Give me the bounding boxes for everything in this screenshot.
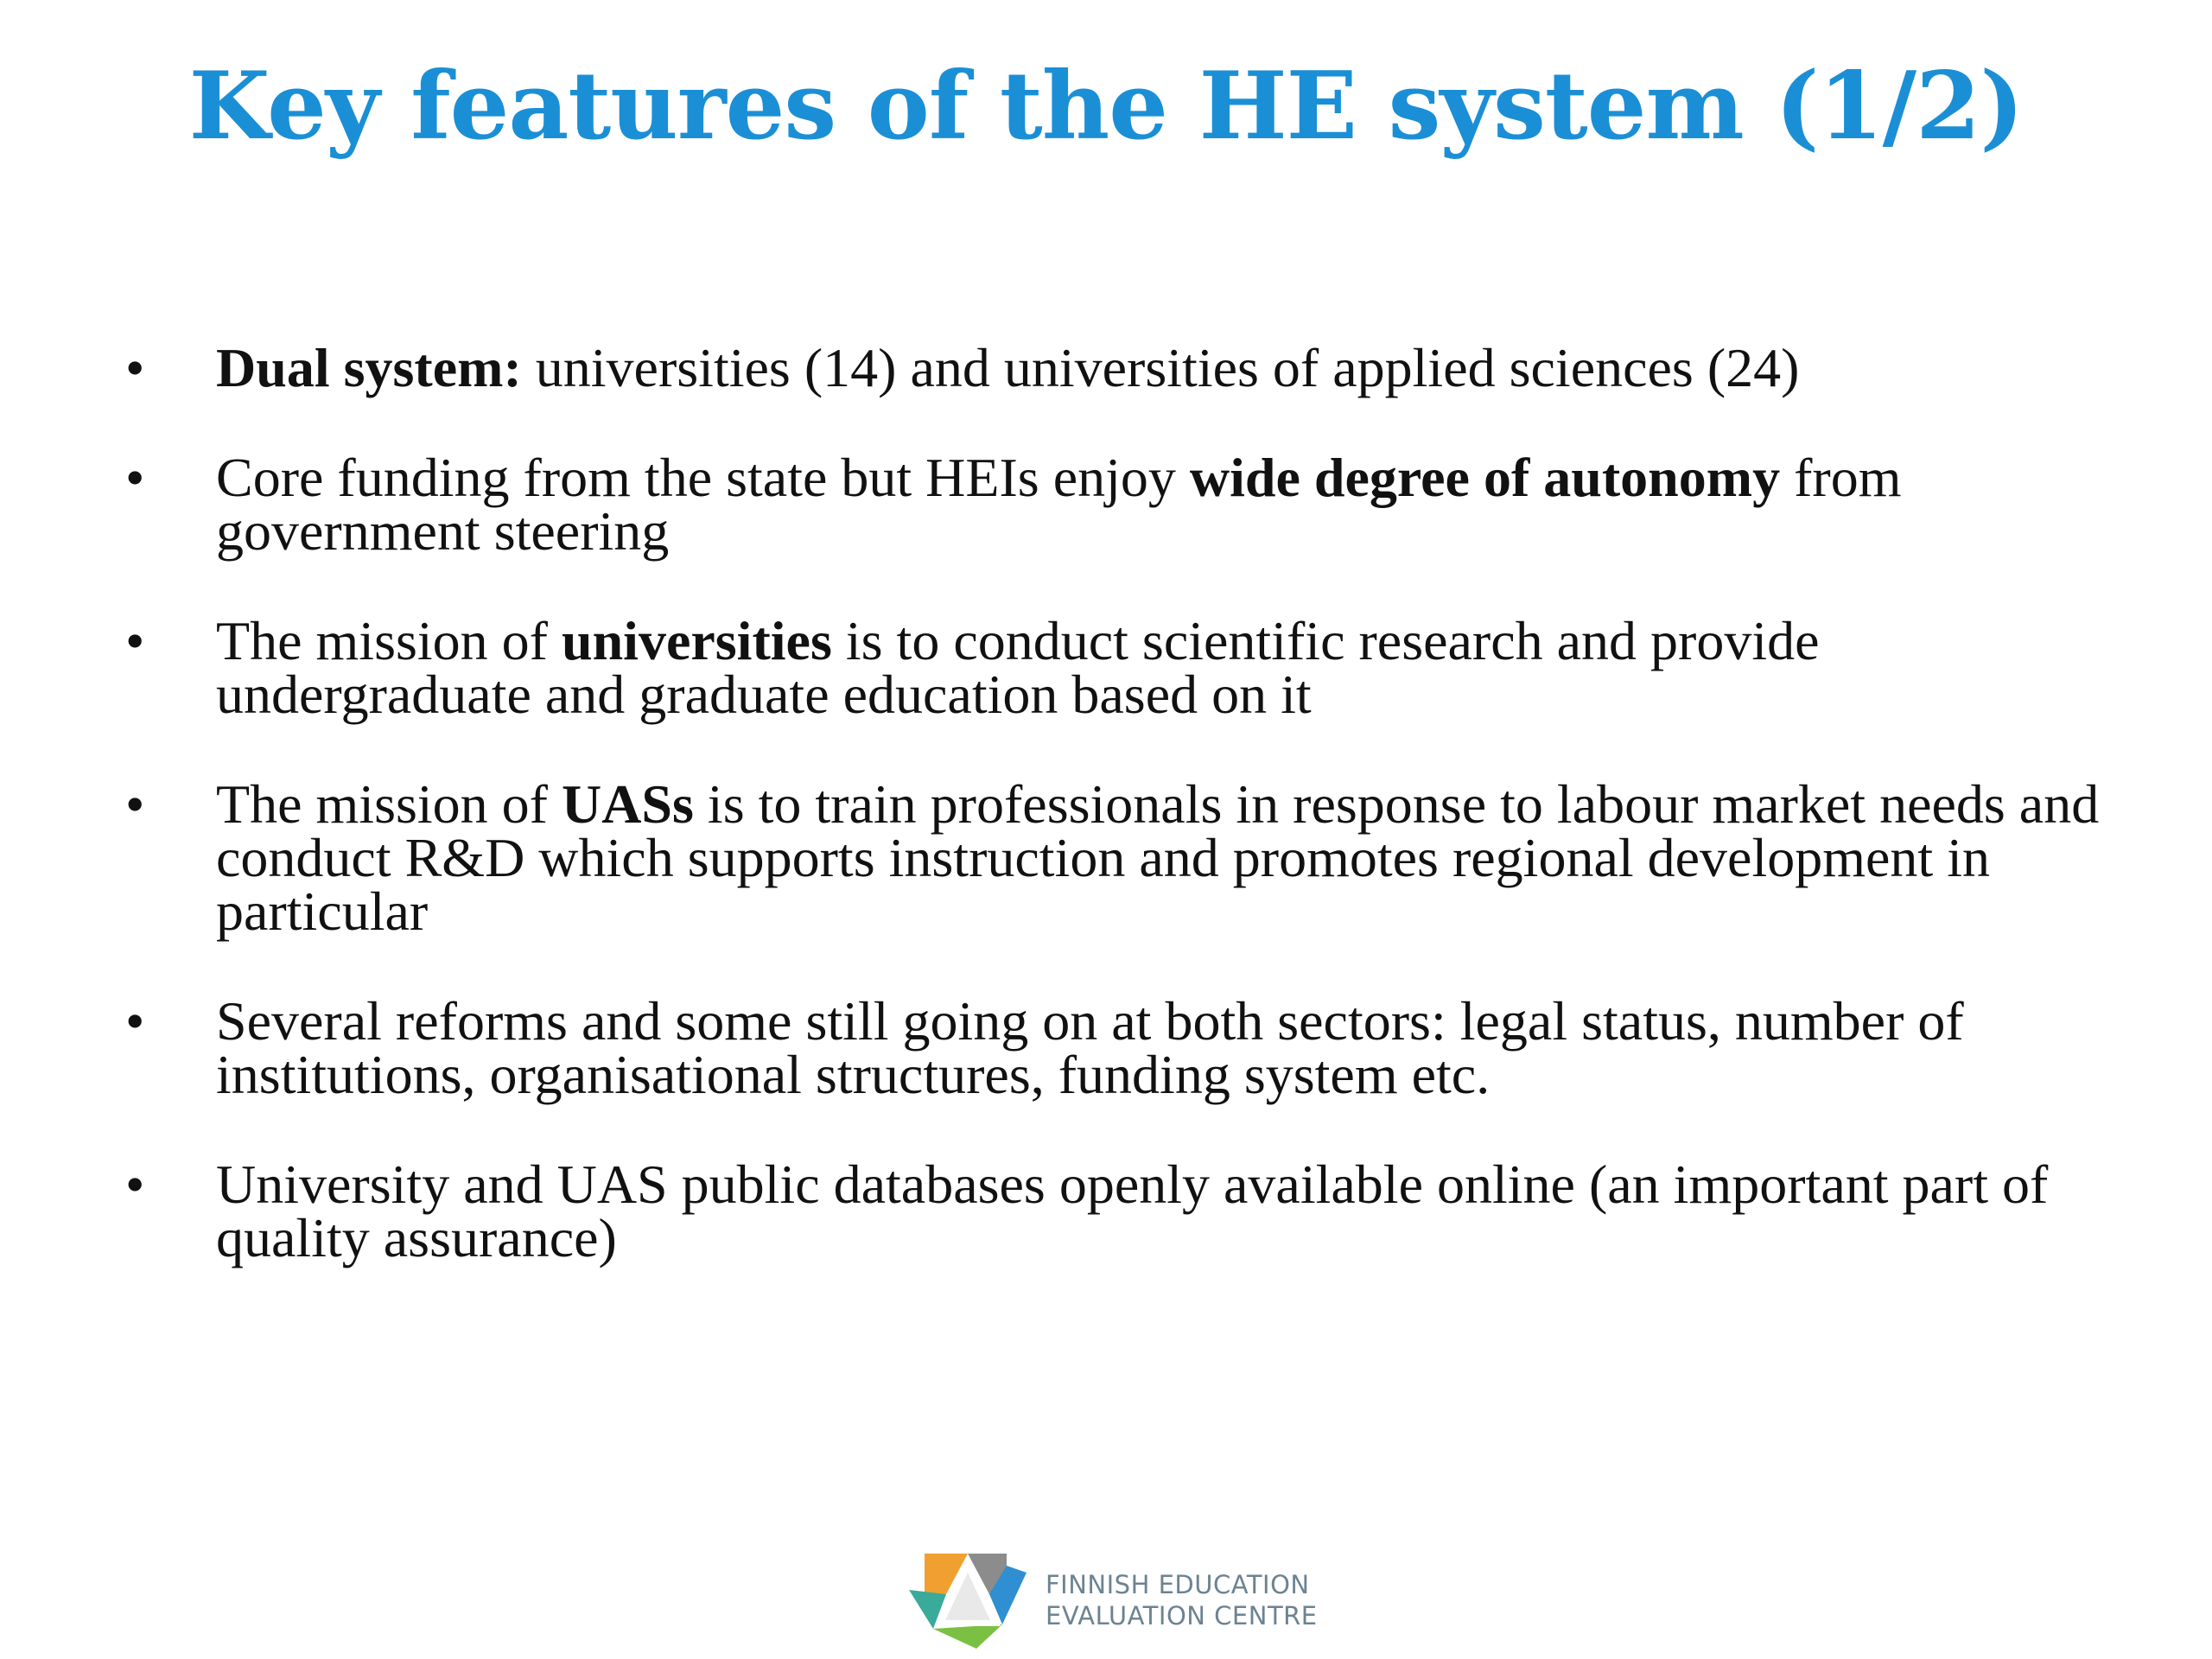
bullet-text: is to conduct scientific research and provide undergraduate and graduate education based on it xyxy=(216,610,1820,725)
bullet-item xyxy=(125,447,2113,562)
bullet-list xyxy=(125,337,2113,1321)
bullet-emphasis: wide degree of autonomy xyxy=(1189,447,1781,508)
bullet-marker: • xyxy=(125,337,145,398)
logo-wordmark xyxy=(1046,1569,1318,1631)
bullet-item xyxy=(125,610,2113,725)
bullet-text: The mission of xyxy=(216,610,562,671)
bullet-text: universities (14) and universities of applied sciences (24) xyxy=(521,337,1800,398)
bullet-text: The mission of xyxy=(216,773,562,835)
bullet-emphasis: UASs xyxy=(561,773,694,835)
bullet-marker: • xyxy=(125,1154,145,1215)
bullet-item xyxy=(125,990,2113,1105)
logo-line-1: FINNISH EDUCATION xyxy=(1046,1570,1310,1599)
bullet-emphasis: Dual system: xyxy=(216,337,522,398)
bullet-item xyxy=(125,337,2113,398)
organization-logo xyxy=(907,1547,1322,1650)
slide-title: Key features of the HE system (1/2) xyxy=(188,52,2024,161)
bullet-text: Core funding from the state but HEIs enjoy xyxy=(216,447,1190,508)
bullet-text: Several reforms and some still going on at both sectors: legal status, number of institutions, organisational structures, funding system etc. xyxy=(216,990,1964,1105)
logo-line-2: EVALUATION CENTRE xyxy=(1046,1601,1318,1630)
bullet-text: from government steering xyxy=(216,447,1902,562)
bullet-text: University and UAS public databases openly available online (an important part of quality assurance) xyxy=(216,1154,2049,1268)
bullet-item xyxy=(125,773,2113,942)
bullet-marker: • xyxy=(125,773,145,835)
bullet-marker: • xyxy=(125,990,145,1052)
bullet-marker: • xyxy=(125,610,145,671)
bullet-text: is to train professionals in response to labour market needs and conduct R&D which supports instruction and promotes regional development in particular xyxy=(216,773,2100,942)
triangle-mark-icon xyxy=(907,1547,1028,1650)
bullet-emphasis: universities xyxy=(561,610,832,671)
bullet-marker: • xyxy=(125,447,145,508)
bullet-item xyxy=(125,1154,2113,1268)
